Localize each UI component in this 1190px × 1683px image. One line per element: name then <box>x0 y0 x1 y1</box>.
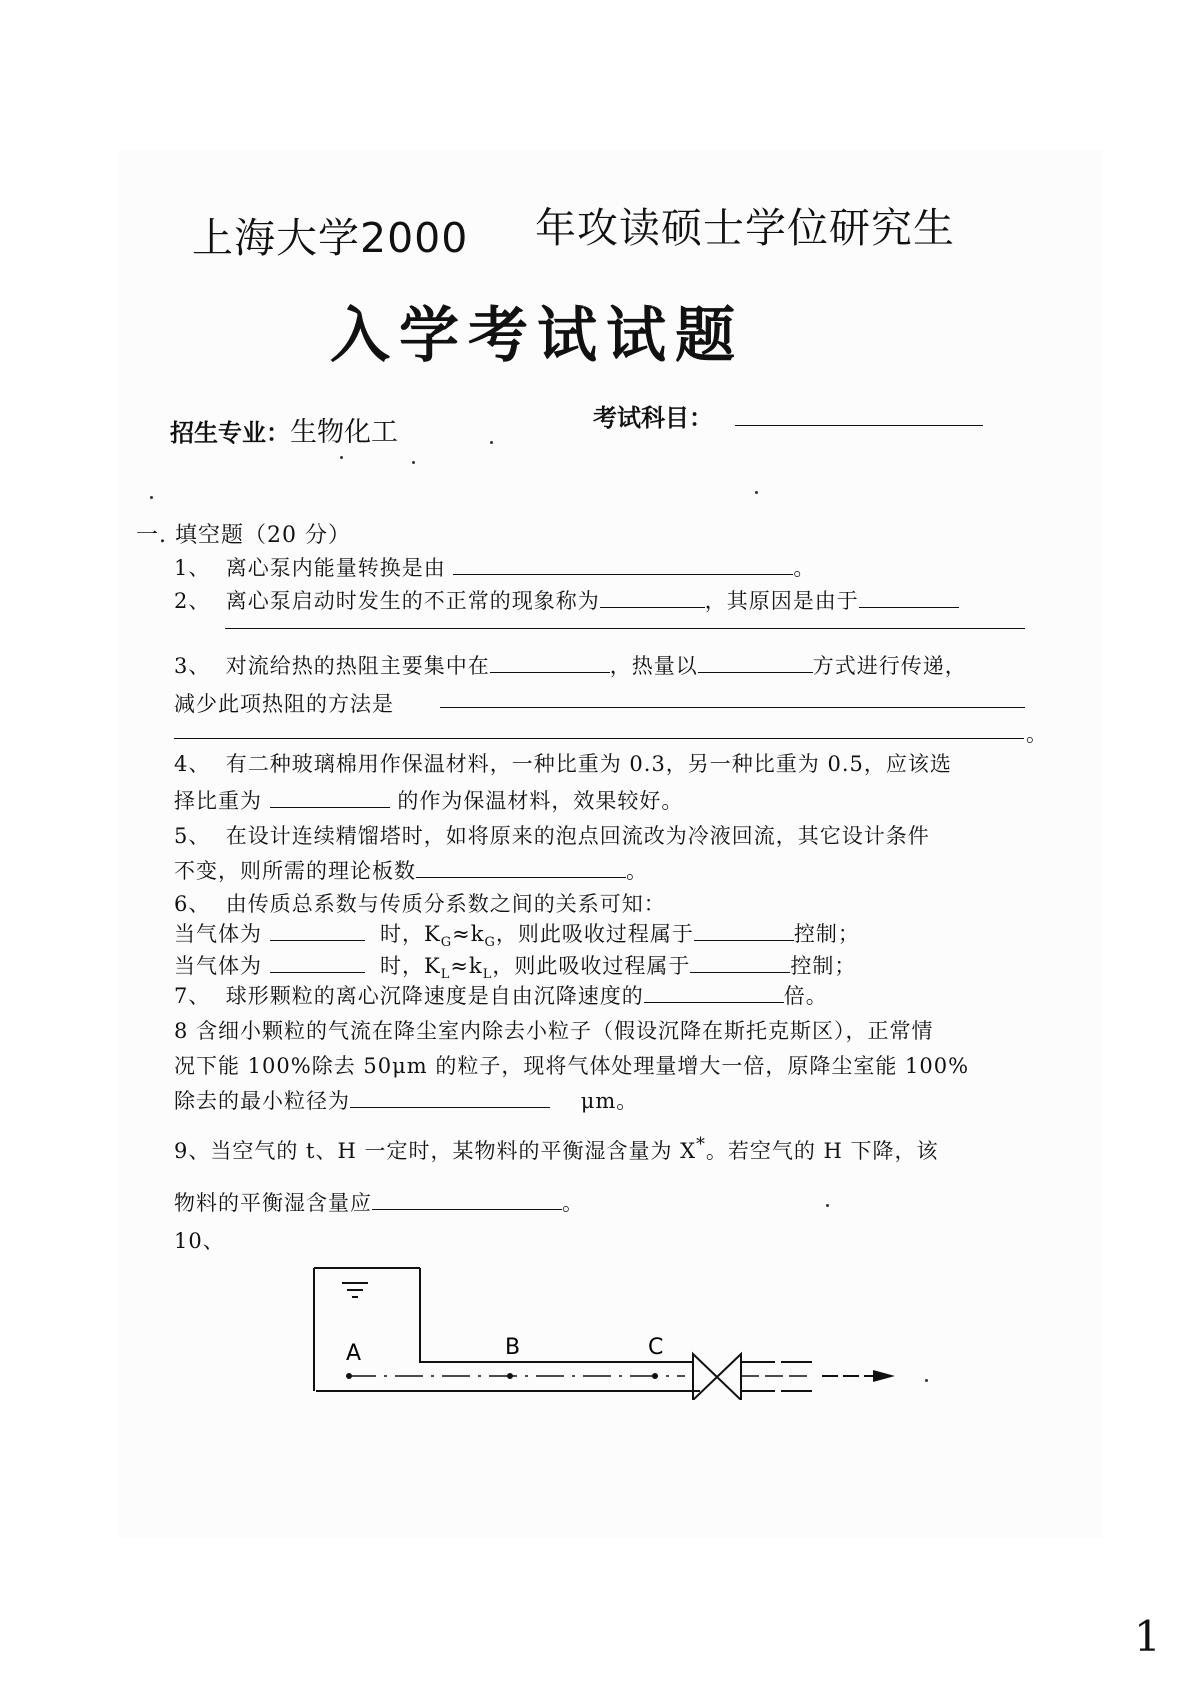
major-label: 招生专业： <box>170 419 290 447</box>
q9-end: 。 <box>562 1191 584 1215</box>
q3-line-2-text: 减少此项热阻的方法是 <box>174 692 394 716</box>
q5-line-2-text: 不变，则所需的理论板数 <box>174 859 416 883</box>
question-4 <box>174 748 952 778</box>
q1-end: 。 <box>793 556 816 580</box>
subject-label: 考试科目： <box>593 404 713 432</box>
q4-line-1: 有二种玻璃棉用作保温材料，一种比重为 0.3，另一种比重为 0.5，应该选 <box>225 752 952 776</box>
section-heading: 一. 填空题（20 分） <box>136 523 351 548</box>
q2-blank-2 <box>859 589 959 608</box>
q8-line-2: 况下能 100%除去 50μm 的粒子，现将气体处理量增大一倍，原降尘室能 100% <box>174 1054 970 1078</box>
q7-blank <box>644 984 784 1003</box>
point-a-marker <box>346 1373 352 1379</box>
q3-text-c: 方式进行传递， <box>812 654 967 678</box>
q9-blank <box>372 1191 562 1210</box>
q5-line-2 <box>174 855 648 885</box>
q6-row2-sub-1: L <box>440 967 451 983</box>
valve-icon <box>693 1354 741 1400</box>
question-5 <box>174 820 930 850</box>
q6-row2-c: ≈k <box>450 954 483 978</box>
flow-arrow-icon <box>873 1370 895 1382</box>
q6-row2-blank-2 <box>690 954 790 973</box>
speckle <box>755 491 758 494</box>
q1-text: 离心泵内能量转换是由 <box>225 556 446 580</box>
q9-sup: * <box>696 1135 706 1155</box>
title-year: 2000 <box>360 214 469 262</box>
point-c-marker <box>652 1373 658 1379</box>
q7-end: 倍。 <box>783 984 828 1008</box>
q4-line-2-a: 择比重为 <box>174 789 262 813</box>
speckle <box>826 1204 829 1207</box>
q6-row2-b: 时，K <box>380 954 441 978</box>
q8-unit: μm。 <box>580 1089 639 1113</box>
question-6 <box>174 888 666 918</box>
q6-row1-sub-2: G <box>484 935 496 951</box>
q3-blank-3 <box>440 707 1025 708</box>
q5-end: 。 <box>626 859 648 883</box>
q3-blank-4 <box>174 738 1024 739</box>
q7-number: 7、 <box>174 984 211 1008</box>
q4-line-2 <box>174 785 683 815</box>
q8-number: 8 <box>174 1019 189 1043</box>
q6-row1-a: 当气体为 <box>174 922 262 946</box>
q3-line-2 <box>174 688 394 718</box>
q4-blank <box>270 789 390 808</box>
q9-line-1-b: 。若空气的 H 下降，该 <box>705 1139 939 1163</box>
q9-line-1-a: 当空气的 t、H 一定时，某物料的平衡湿含量为 X <box>210 1139 697 1163</box>
question-7 <box>174 980 828 1010</box>
q2-number: 2、 <box>174 589 211 613</box>
subject-row <box>593 398 713 433</box>
title-line-1 <box>192 205 468 264</box>
q5-line-1: 在设计连续精馏塔时，如将原来的泡点回流改为冷液回流，其它设计条件 <box>225 824 930 848</box>
q3-number: 3、 <box>174 654 211 678</box>
q6-row-2 <box>174 950 856 982</box>
tank-outline <box>314 1268 692 1391</box>
q3-end: 。 <box>1026 722 1048 746</box>
question-10: 10、 <box>174 1229 225 1253</box>
q6-number: 6、 <box>174 892 211 916</box>
question-1 <box>174 552 815 582</box>
pipe-flow-diagram <box>300 1250 940 1400</box>
q5-number: 5、 <box>174 824 211 848</box>
question-9 <box>174 1135 939 1165</box>
speckle <box>150 496 153 499</box>
q6-row1-c: ≈k <box>452 922 485 946</box>
q6-line-1: 由传质总系数与传质分系数之间的关系可知： <box>225 892 666 916</box>
label-a: A <box>346 1341 362 1366</box>
page-number: 1 <box>1134 1612 1161 1661</box>
q2-blank-1 <box>600 589 705 608</box>
q6-row2-a: 当气体为 <box>174 954 262 978</box>
title-line-2: 入学考试试题 <box>330 301 744 371</box>
q9-line-2-text: 物料的平衡湿含量应 <box>174 1191 372 1215</box>
q6-row2-sub-2: L <box>482 967 493 983</box>
point-b-marker <box>507 1373 513 1379</box>
speckle <box>412 461 415 464</box>
q9-number: 9、 <box>174 1139 211 1163</box>
title-school: 上海大学 <box>192 214 360 262</box>
label-c: C <box>648 1335 664 1360</box>
speckle <box>490 441 493 444</box>
q8-line-3-text: 除去的最小粒径为 <box>174 1089 350 1113</box>
question-3 <box>174 650 967 680</box>
q8-line-1: 含细小颗粒的气流在降尘室内除去小粒子（假设沉降在斯托克斯区），正常情 <box>196 1019 934 1043</box>
q1-number: 1、 <box>174 556 211 580</box>
question-8 <box>174 1015 934 1045</box>
major-value: 生物化工 <box>290 417 398 448</box>
q2-text-b: ，其原因是由于 <box>704 589 859 613</box>
q8-blank <box>350 1089 550 1108</box>
q6-row1-e: 控制； <box>793 922 860 946</box>
q3-blank-2 <box>698 654 813 673</box>
subject-blank <box>735 425 983 426</box>
q5-blank <box>416 859 626 878</box>
q1-blank <box>453 556 793 575</box>
q4-number: 4、 <box>174 752 211 776</box>
q8-line-3 <box>174 1085 638 1115</box>
q6-row-1 <box>174 918 860 950</box>
q4-line-2-b: 的作为保温材料，效果较好。 <box>397 789 684 813</box>
title-line-1-rest: 年攻读硕士学位研究生 <box>535 204 955 252</box>
q6-row2-e: 控制； <box>790 954 857 978</box>
q3-blank-1 <box>490 654 610 673</box>
major-row <box>170 410 398 449</box>
q6-row2-d: ，则此吸收过程属于 <box>492 954 691 978</box>
q2-text-a: 离心泵启动时发生的不正常的现象称为 <box>225 589 600 613</box>
q2-blank-line <box>225 628 1025 629</box>
speckle <box>340 456 343 459</box>
q7-text: 球形颗粒的离心沉降速度是自由沉降速度的 <box>225 984 644 1008</box>
q9-line-2 <box>174 1187 584 1217</box>
label-b: B <box>505 1335 521 1360</box>
q6-row1-blank-2 <box>694 922 794 941</box>
q6-row1-b: 时，K <box>380 922 441 946</box>
q3-text-b: ，热量以 <box>609 654 698 678</box>
q6-row1-blank-1 <box>270 922 365 941</box>
q6-row1-sub-1: G <box>440 935 453 951</box>
q6-row1-d: ，则此吸收过程属于 <box>495 922 694 946</box>
question-2 <box>174 585 959 615</box>
q6-row2-blank-1 <box>270 954 365 973</box>
q3-text-a: 对流给热的热阻主要集中在 <box>225 654 490 678</box>
